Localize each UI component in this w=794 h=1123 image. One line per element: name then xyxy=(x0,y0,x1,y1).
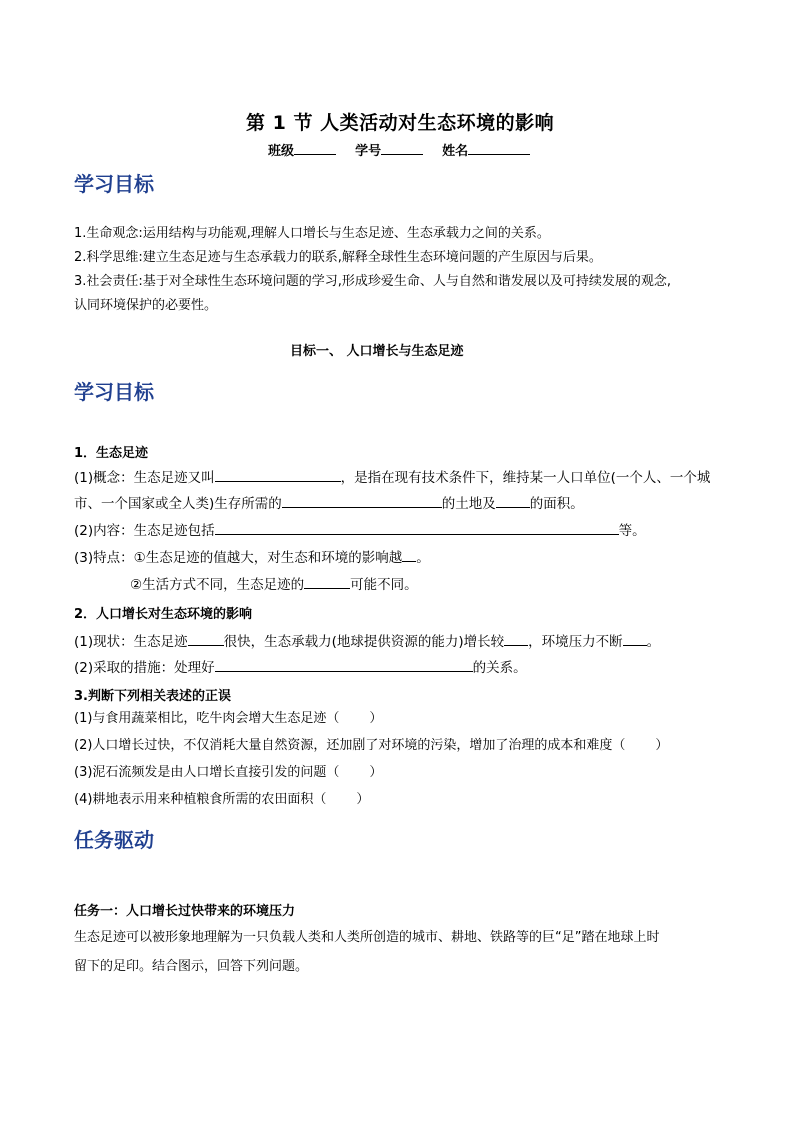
fill-blank[interactable] xyxy=(282,493,442,508)
objective-line: 3.社会责任:基于对全球性生态环境问题的学习,形成珍爱生命、人与自然和谐发展以及可持续发展的观念, xyxy=(74,274,672,289)
section-heading-tasks: 任务驱动 xyxy=(74,828,154,852)
status-line: (1)现状：生态足迹 很快，生态承载力(地球提供资源的能力)增长较 ，环境压力不断 。 xyxy=(74,630,660,654)
objective-line: 2.科学思维:建立生态足迹与生态承载力的联系,解释全球性生态环境问题的产生原因与后果。 xyxy=(74,250,602,265)
section-heading-objectives: 学习目标 xyxy=(74,172,154,196)
class-label: 班级 xyxy=(268,144,295,159)
item-title: 3.判断下列相关表述的正误 xyxy=(74,689,231,704)
student-info-line xyxy=(268,140,530,159)
name-label: 姓名 xyxy=(442,144,469,159)
item-title: 2．人口增长对生态环境的影响 xyxy=(74,607,253,622)
section-heading-learning: 学习目标 xyxy=(74,380,154,404)
task-text-line: 留下的足印。结合图示，回答下列问题。 xyxy=(74,959,309,974)
class-blank[interactable] xyxy=(294,140,336,155)
fill-blank[interactable] xyxy=(188,631,224,646)
feature-line: ②生活方式不同，生态足迹的 可能不同。 xyxy=(130,573,418,597)
judgement-item: (4)耕地表示用来种植粮食所需的农田面积（ ） xyxy=(74,792,370,807)
judgement-item: (3)泥石流频发是由人口增长直接引发的问题（ ） xyxy=(74,765,383,780)
task-title: 任务一：人口增长过快带来的环境压力 xyxy=(74,904,296,919)
number-label: 学号 xyxy=(355,144,382,159)
fill-blank[interactable] xyxy=(215,467,341,482)
goal-title: 目标一、 人口增长与生态足迹 xyxy=(290,344,464,359)
judgement-item: (1)与食用蔬菜相比，吃牛肉会增大生态足迹（ ） xyxy=(74,711,383,726)
item-title: 1．生态足迹 xyxy=(74,446,149,461)
fill-blank[interactable] xyxy=(496,493,530,508)
objective-line: 认同环境保护的必要性。 xyxy=(74,298,218,313)
concept-line-continued: 市、一个国家或全人类)生存所需的 的土地及 的面积。 xyxy=(74,492,584,516)
task-text-line: 生态足迹可以被形象地理解为一只负载人类和人类所创造的城市、耕地、铁路等的巨“足”踏在地球上时 xyxy=(74,930,660,945)
number-blank[interactable] xyxy=(381,140,423,155)
fill-blank[interactable] xyxy=(402,547,416,562)
feature-line: (3)特点：①生态足迹的值越大，对生态和环境的影响越 。 xyxy=(74,546,430,570)
measure-line: (2)采取的措施：处理好 的关系。 xyxy=(74,656,527,680)
fill-blank[interactable] xyxy=(504,631,528,646)
name-blank[interactable] xyxy=(468,140,530,155)
objective-line: 1.生命观念:运用结构与功能观,理解人口增长与生态足迹、生态承载力之间的关系。 xyxy=(74,226,550,241)
fill-blank[interactable] xyxy=(304,574,350,589)
concept-line: (1)概念：生态足迹又叫 ，是指在现有技术条件下，维持某一人口单位(一个人、一个城 xyxy=(74,466,710,490)
fill-blank[interactable] xyxy=(215,657,473,672)
fill-blank[interactable] xyxy=(215,520,619,535)
fill-blank[interactable] xyxy=(623,631,647,646)
content-line: (2)内容：生态足迹包括 等。 xyxy=(74,519,646,543)
judgement-item: (2)人口增长过快，不仅消耗大量自然资源，还加剧了对环境的污染，增加了治理的成本和难度（ ） xyxy=(74,738,669,753)
page-title: 第 1 节 人类活动对生态环境的影响 xyxy=(246,112,555,134)
